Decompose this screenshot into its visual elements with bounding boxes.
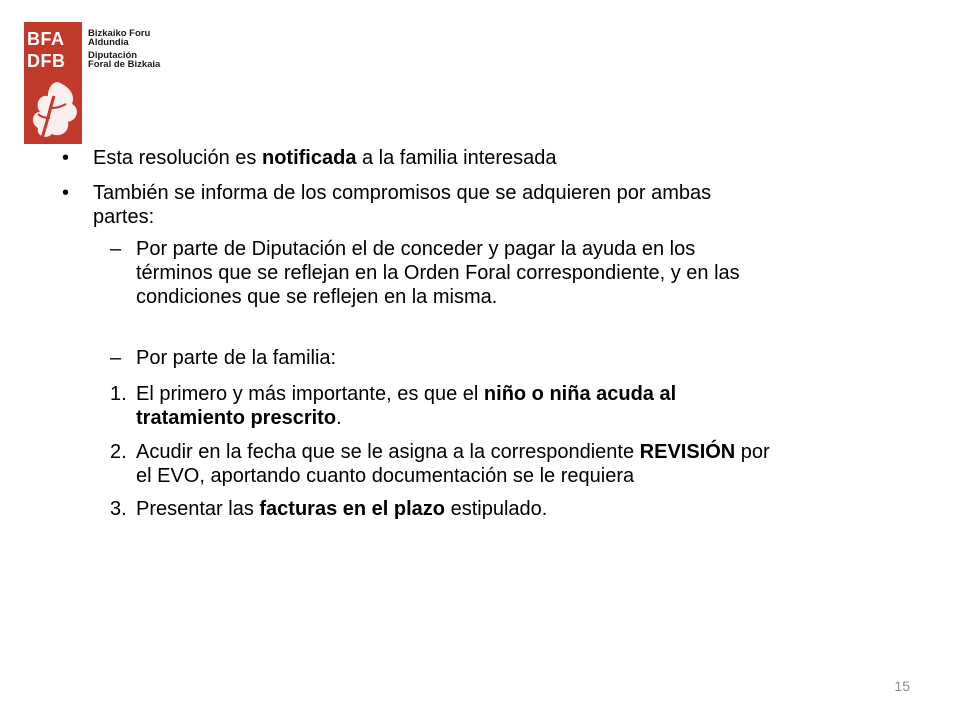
dash-marker: – [110,347,122,369]
numbered-text-part: El primero y más importante, es que el [136,383,484,405]
bullet-marker: • [62,147,70,169]
bullet-marker: • [62,182,70,204]
logo-code-line2: DFB [27,51,66,71]
page-number: 15 [894,678,910,694]
logo-name-line2: Aldundia [88,37,129,48]
bullet-text-part: Esta resolución es [93,147,262,169]
dash-marker: – [110,238,122,260]
numbered-text-part: Acudir en la fecha que se le asigna a la correspondiente [136,441,640,463]
bullet-text [93,147,557,170]
sub-item-text-line1: Por parte de la familia: [136,347,337,369]
bullet-text-line1: También se informa de los compromisos que se adquieren por ambas [93,182,712,204]
numbered-text-line1 [136,441,770,464]
sub-item-text-line2: términos que se reflejan en la Orden Foral correspondiente, y en las [136,262,740,284]
logo-name-line4: Foral de Bizkaia [88,59,161,70]
number-marker: 3. [110,498,127,520]
numbered-text-line2: el EVO, aportando cuanto documentación se le requiera [136,465,635,487]
numbered-text-line1 [136,498,547,521]
numbered-text-bold: facturas en el plazo [259,498,446,520]
numbered-text-part: por [735,441,770,463]
logo-name-line1: Bizkaiko Foru [88,28,151,39]
bullet-text-bold: notificada [261,147,357,169]
numbered-text-part: . [336,407,342,429]
numbered-text-bold: REVISIÓN [639,441,736,463]
bullet-text-part: a la familia interesada [356,147,557,169]
sub-item-text-line3: condiciones que se reflejen en la misma. [136,286,498,308]
number-marker: 1. [110,383,127,405]
sub-item-text-line1: Por parte de Diputación el de conceder y pagar la ayuda en los [136,238,696,260]
bullet-text-line2: partes: [93,206,155,228]
logo-name-line3: Diputación [88,50,138,61]
numbered-text-line2 [136,407,342,430]
numbered-text-part: Presentar las [136,498,260,520]
logo-code-line1: BFA [27,29,65,49]
number-marker: 2. [110,441,127,463]
numbered-text-bold: tratamiento prescrito [136,407,337,429]
numbered-text-part: estipulado. [445,498,548,520]
numbered-text-line1 [136,383,676,406]
numbered-text-bold: niño o niña acuda al [483,383,677,405]
